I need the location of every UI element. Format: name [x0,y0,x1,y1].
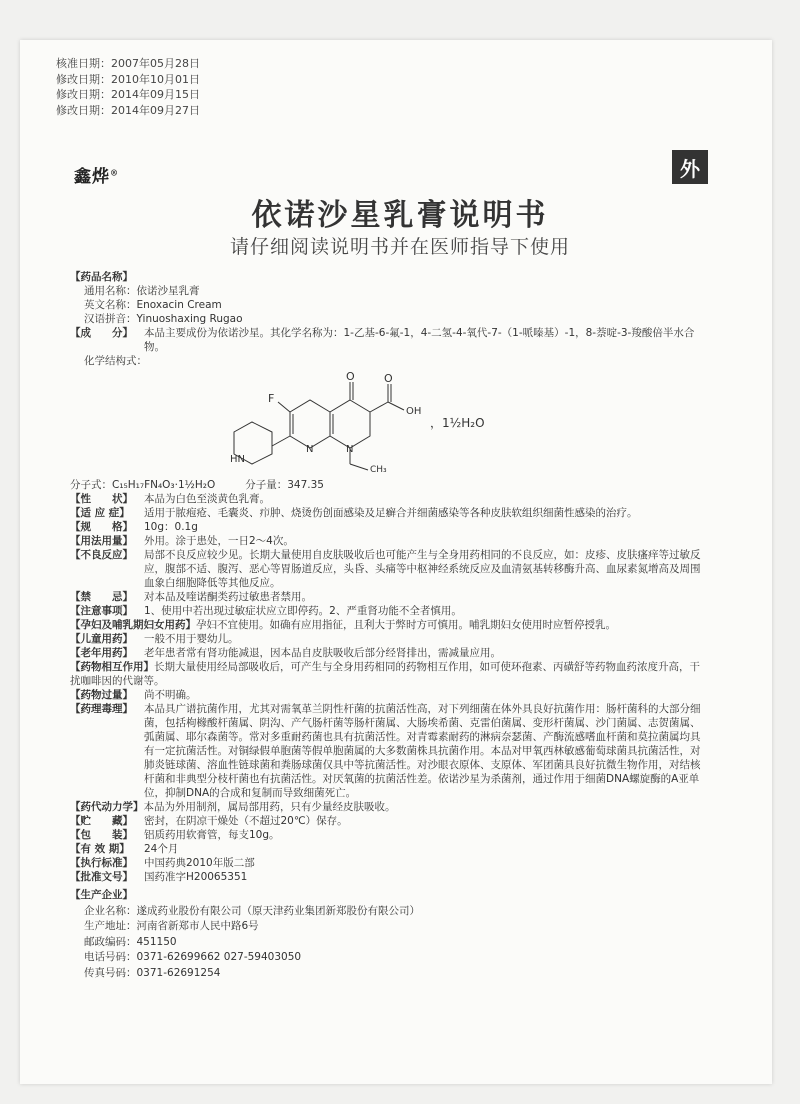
leaflet-content [70,270,710,981]
company-fax: 传真号码：0371-62691254 [84,966,221,979]
hydrate-notation: ，1½H₂O [430,416,485,430]
methyl-group: CH₃ [370,465,387,474]
molecular-formula-row [70,478,710,492]
section-pharmacology [70,702,710,800]
section-label: 【成 分】 [70,327,133,339]
oxygen-atom: O [346,370,355,383]
section-label: 【药物过量】 [70,689,133,701]
otc-badge: 外 [672,150,708,184]
section-adverse-reactions [70,548,710,590]
revision-date: 修改日期：2010年10月01日 [56,72,200,86]
section-approval-number [70,870,710,884]
section-label: 【不良反应】 [70,549,133,561]
manufacturer-header: 【生产企业】 [70,889,133,901]
section-label: 【贮 藏】 [70,815,133,827]
section-text: 本品主要成份为依诺沙星。其化学名称为：1-乙基-6-氟-1，4-二氢-4-氧代-7-（1-哌嗪基）-1，8-萘啶-3-羧酸倍半水合物。 [144,327,695,353]
molecular-formula: 分子式：C₁₅H₁₇FN₄O₃·1½H₂O [70,479,216,491]
oxygen-atom: O [384,372,393,385]
section-dosage [70,534,710,548]
section-precautions [70,604,710,618]
section-interactions [70,660,710,688]
section-specification [70,520,710,534]
nitrogen-atom: N [346,444,354,455]
section-text: 本品具广谱抗菌作用，尤其对需氧革兰阴性杆菌的抗菌活性高，对下列细菌在体外具良好抗菌作用：肠杆菌科的大部分细菌，包括枸橼酸杆菌属、阴沟、产气肠杆菌等肠杆菌属、大肠埃希菌、克雷伯菌属、变形杆菌属、沙门菌属、志贺菌属、弧菌属、耶尔森菌等。常对多重耐药菌也具有抗菌活性。对青霉素耐药的淋病奈瑟菌、产酶流感嗜血杆菌和莫拉菌属均具有一定抗菌活性。对铜绿假单胞菌等假单胞菌属的大多数菌株具抗菌作用。本品对甲氧西林敏感葡萄球菌具抗菌活性，对肺炎链球菌、溶血性链球菌和粪肠球菌仅具中等抗菌活性。对沙眼衣原体、支原体、军团菌具良好抗微生物作用，对结核杆菌和非典型分枝杆菌也有抗菌活性。对厌氧菌的抗菌活性差。依诺沙星为杀菌剂，通过作用于细菌DNA螺旋酶的A亚单位，抑制DNA的合成和复制而导致细菌死亡。 [144,703,701,799]
section-label: 【儿童用药】 [70,633,133,645]
section-text: 长期大量使用经局部吸收后，可产生与全身用药相同的药物相互作用，如可使环孢素、丙磺舒等药物血药浓度升高，干扰咖啡因的代谢等。 [70,661,700,687]
section-text: 老年患者常有肾功能减退，因本品自皮肤吸收后部分经肾排出，需减量应用。 [144,647,501,659]
section-label: 【规 格】 [70,521,133,533]
company-phone: 电话号码：0371-62699662 027-59403050 [84,951,302,963]
piperazine-nh: HN [230,454,245,465]
drug-name-header: 【药品名称】 [70,271,133,283]
pinyin-name: 汉语拼音：Yinuoshaxing Rugao [84,313,243,325]
section-label: 【老年用药】 [70,647,133,659]
section-label: 【禁 忌】 [70,591,133,603]
section-label: 【执行标准】 [70,857,133,869]
section-label: 【批准文号】 [70,871,133,883]
fluorine-atom: F [268,392,275,405]
revision-date: 修改日期：2014年09月27日 [56,103,200,117]
section-composition [70,326,710,354]
section-text: 24个月 [144,843,179,855]
section-label: 【孕妇及哺乳期妇女用药】 [70,619,196,631]
section-label: 【包 装】 [70,829,133,841]
section-geriatric [70,646,710,660]
section-label: 【适 应 症】 [70,507,130,519]
section-text: 1、使用中若出现过敏症状应立即停药。2、严重肾功能不全者慎用。 [144,605,462,617]
section-label: 【注意事项】 [70,605,133,617]
section-text: 尚不明确。 [144,689,197,701]
section-shelf-life [70,842,710,856]
brand-name: 鑫烨 [74,167,110,187]
section-standard [70,856,710,870]
section-text: 适用于脓疱疮、毛囊炎、疖肿、烧烫伤创面感染及足癣合并细菌感染等各种皮肤软组织细菌性感染的治疗。 [144,507,638,519]
section-overdose [70,688,710,702]
section-contraindications [70,590,710,604]
generic-name: 通用名称：依诺沙星乳膏 [84,285,200,297]
approval-date: 核准日期：2007年05月28日 [56,57,200,70]
company-postcode: 邮政编码：451150 [84,935,177,948]
section-text: 一般不用于婴幼儿。 [144,633,239,645]
section-text: 本品为白色至淡黄色乳膏。 [144,493,270,505]
hydroxyl-group: OH [406,406,422,417]
section-appearance [70,492,710,506]
company-name: 企业名称：遂成药业股份有限公司（原天津药业集团新郑股份有限公司） [84,904,420,917]
section-label: 【药代动力学】 [70,801,144,813]
section-text: 外用。涂于患处，一日2～4次。 [144,535,294,547]
company-address: 生产地址：河南省新郑市人民中路6号 [84,920,259,932]
structure-label: 化学结构式： [84,355,147,367]
section-text: 中国药典2010年版二部 [144,857,255,869]
nitrogen-atom: N [306,444,314,455]
section-pediatric [70,632,710,646]
section-text: 密封，在阴凉干燥处（不超过20℃）保存。 [144,815,348,827]
revision-date: 修改日期：2014年09月15日 [56,88,200,101]
section-text: 局部不良反应较少见。长期大量使用自皮肤吸收后也可能产生与全身用药相同的不良反应，如：皮疹、皮肤瘙痒等过敏反应，腹部不适、腹泻、恶心等胃肠道反应，头昏、头痛等中枢神经系统反应及血清氨基转移酶升高、血尿素氮增高及周围血象白细胞降低等其他反应。 [144,549,701,589]
section-storage [70,814,710,828]
section-label: 【性 状】 [70,493,133,505]
english-name: 英文名称：Enoxacin Cream [84,299,222,311]
section-label: 【有 效 期】 [70,843,130,855]
section-text: 铝质药用软膏管，每支10g。 [144,829,280,841]
section-label: 【药理毒理】 [70,703,133,715]
section-package [70,828,710,842]
molecular-weight: 分子量：347.35 [245,479,324,491]
registered-mark: ® [110,167,119,178]
structure-drawing [230,370,430,474]
revision-dates [56,56,200,118]
section-pregnancy [70,618,710,632]
chemical-structure [70,370,710,474]
section-text: 本品为外用制剂，属局部用药，只有少量经皮肤吸收。 [143,801,396,813]
section-text: 孕妇不宜使用。如确有应用指征，且利大于弊时方可慎用。哺乳期妇女使用时应暂停授乳。 [196,619,616,631]
section-pharmacokinetics [70,800,710,814]
section-indications [70,506,710,520]
manufacturer-block [70,888,710,981]
section-text: 国药准字H20065351 [144,871,248,883]
section-label: 【用法用量】 [70,535,133,547]
section-label: 【药物相互作用】 [70,661,154,673]
document-subtitle: 请仔细阅读说明书并在医师指导下使用 [229,236,570,258]
section-text: 对本品及喹诺酮类药过敏患者禁用。 [144,591,312,603]
brand-logo [74,162,119,187]
section-text: 10g：0.1g [144,521,198,533]
document-title: 依诺沙星乳膏说明书 [251,198,549,233]
